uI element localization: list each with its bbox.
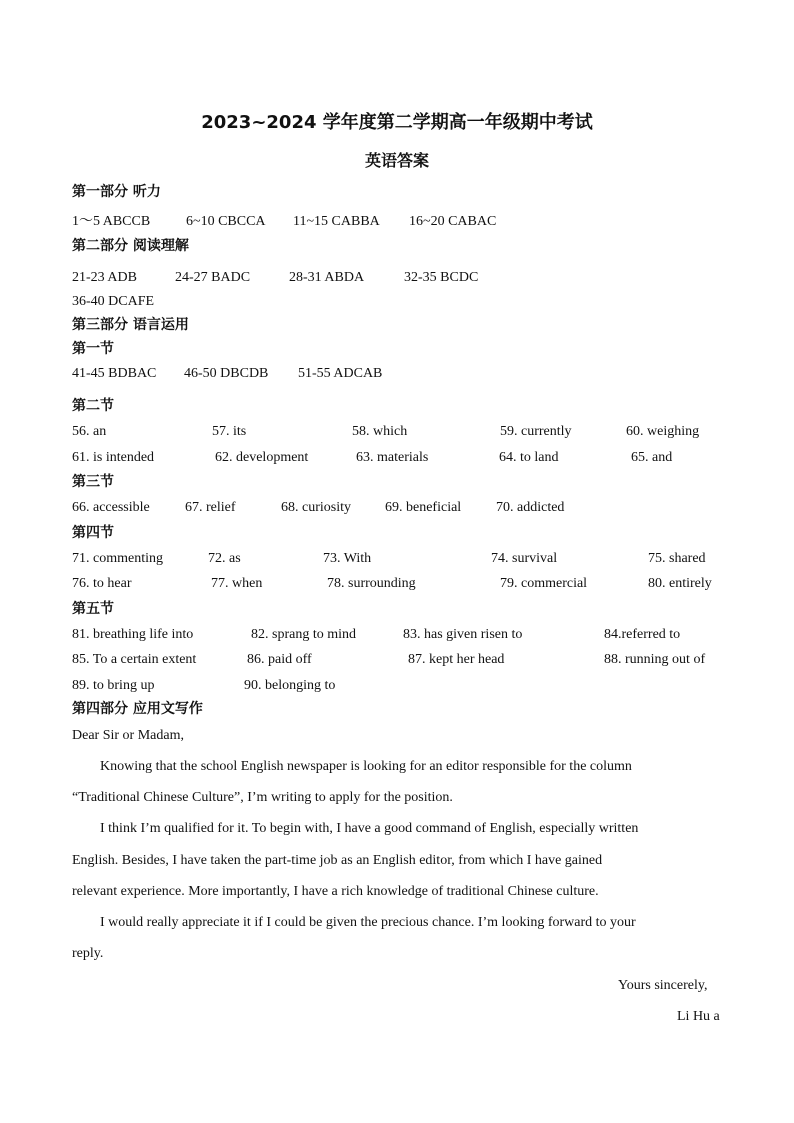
letter-paragraph-line: I would really appreciate it if I could be given the precious chance. I’m looking forward to your: [100, 915, 636, 930]
answer-item: 64. to land: [499, 450, 559, 465]
answer-item: 78. surrounding: [327, 576, 416, 591]
subsection-heading: 第二节: [72, 398, 114, 414]
answer-item: 79. commercial: [500, 576, 588, 591]
answer-group: 21-23 ADB: [72, 270, 137, 285]
answer-group: 32-35 BCDC: [404, 270, 479, 285]
subsection-heading: 第四节: [72, 525, 114, 541]
letter-closing: Yours sincerely,: [618, 978, 708, 993]
answer-group: 24-27 BADC: [175, 270, 251, 285]
answer-group: 51-55 ADCAB: [298, 366, 383, 381]
answer-item: 56. an: [72, 424, 107, 439]
answer-group: 16~20 CABAC: [409, 214, 497, 229]
page-title: 2023~2024 学年度第二学期高一年级期中考试: [201, 112, 593, 133]
answer-item: 88. running out of: [604, 652, 706, 667]
section-heading-writing: 第四部分 应用文写作: [72, 701, 203, 717]
answer-item: 76. to hear: [72, 576, 132, 591]
answer-item: 65. and: [631, 450, 673, 465]
subsection-heading: 第三节: [72, 474, 114, 490]
answer-item: 87. kept her head: [408, 652, 505, 667]
letter-paragraph-line: English. Besides, I have taken the part-time job as an English editor, from which I have gained: [72, 853, 603, 868]
answer-item: 62. development: [215, 450, 309, 465]
answer-group: 1～5 ABCCB: [72, 214, 151, 229]
answer-item: 57. its: [212, 424, 247, 439]
section-heading-reading: 第二部分 阅读理解: [72, 238, 189, 254]
subsection-heading: 第一节: [72, 341, 114, 357]
answer-item: 73. With: [323, 551, 372, 566]
letter-paragraph-line: “Traditional Chinese Culture”, I’m writing to apply for the position.: [72, 790, 453, 805]
answer-group: 41-45 BDBAC: [72, 366, 157, 381]
answer-item: 66. accessible: [72, 500, 150, 515]
answer-item: 77. when: [211, 576, 263, 591]
answer-group: 11~15 CABBA: [293, 214, 380, 229]
subsection-heading: 第五节: [72, 601, 114, 617]
answer-item: 59. currently: [500, 424, 572, 439]
letter-paragraph-line: reply.: [72, 946, 104, 961]
answer-item: 68. curiosity: [281, 500, 351, 515]
section-heading-language-use: 第三部分 语言运用: [72, 317, 189, 333]
answer-group: 36-40 DCAFE: [72, 294, 155, 309]
answer-item: 60. weighing: [626, 424, 700, 439]
letter-salutation: Dear Sir or Madam,: [72, 728, 184, 743]
answer-item: 70. addicted: [496, 500, 565, 515]
answer-item: 83. has given risen to: [403, 627, 523, 642]
letter-signature: Li Hu a: [677, 1009, 720, 1024]
answer-item: 82. sprang to mind: [251, 627, 356, 642]
answer-item: 71. commenting: [72, 551, 163, 566]
answer-group: 28-31 ABDA: [289, 270, 365, 285]
answer-item: 63. materials: [356, 450, 429, 465]
answer-item: 67. relief: [185, 500, 236, 515]
answer-item: 86. paid off: [247, 652, 312, 667]
answer-item: 84.referred to: [604, 627, 681, 642]
answer-item: 61. is intended: [72, 450, 155, 465]
answer-item: 58. which: [352, 424, 408, 439]
answer-item: 85. To a certain extent: [72, 652, 197, 667]
answer-item: 74. survival: [491, 551, 558, 566]
answer-item: 69. beneficial: [385, 500, 462, 515]
letter-paragraph-line: I think I’m qualified for it. To begin with, I have a good command of English, especially written: [100, 821, 639, 836]
letter-paragraph-line: relevant experience. More importantly, I have a rich knowledge of traditional Chinese culture.: [72, 884, 599, 899]
answer-item: 89. to bring up: [72, 678, 155, 693]
answer-item: 81. breathing life into: [72, 627, 194, 642]
section-heading-listening: 第一部分 听力: [72, 184, 161, 200]
page-subtitle: 英语答案: [364, 151, 429, 170]
answer-item: 80. entirely: [648, 576, 712, 591]
answer-group: 6~10 CBCCA: [186, 214, 266, 229]
answer-group: 46-50 DBCDB: [184, 366, 269, 381]
answer-item: 90. belonging to: [244, 678, 336, 693]
letter-paragraph-line: Knowing that the school English newspaper is looking for an editor responsible for the column: [100, 759, 632, 774]
answer-item: 72. as: [208, 551, 241, 566]
answer-item: 75. shared: [648, 551, 706, 566]
